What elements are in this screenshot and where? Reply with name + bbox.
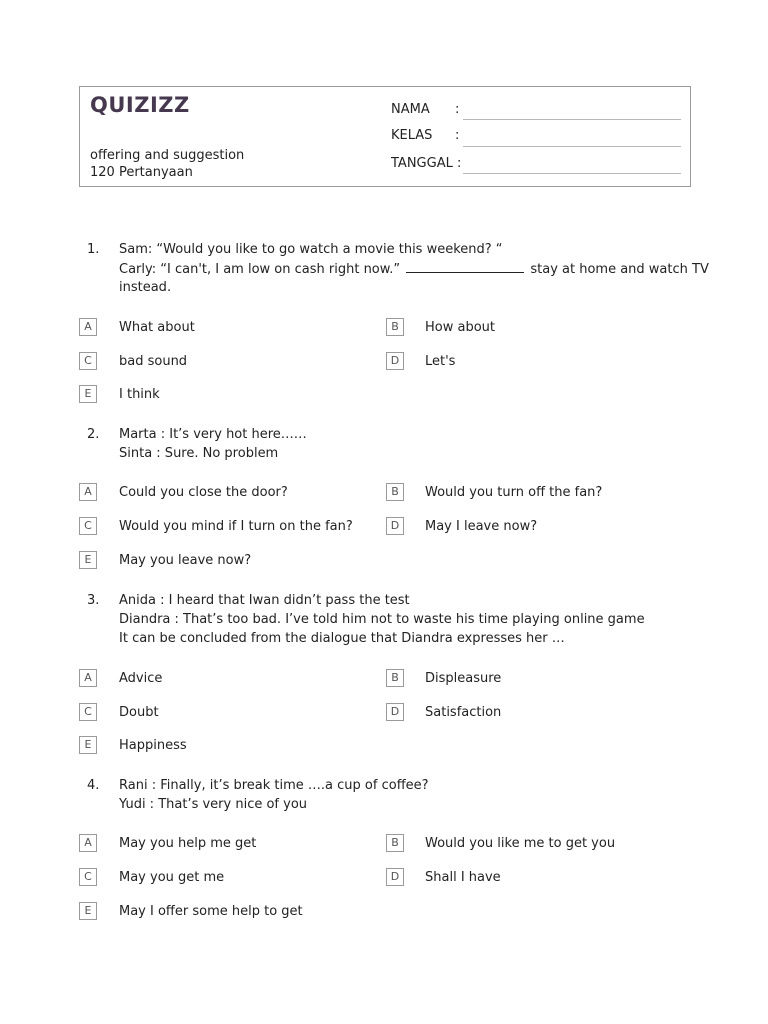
class-label: KELAS (391, 128, 433, 143)
name-label: NAMA (391, 102, 430, 117)
option-c-text: Doubt (119, 705, 159, 720)
option-b-text: Would you turn off the fan? (425, 485, 603, 500)
option-e-text: I think (119, 387, 160, 402)
option-b-text: Would you like me to get you (425, 836, 616, 851)
quizizz-logo: QUIZIZZ (90, 93, 190, 117)
question-number: 2. (87, 427, 100, 442)
name-field[interactable] (463, 119, 681, 120)
option-c-box[interactable]: C (79, 517, 97, 535)
option-e-text: May I offer some help to get (119, 904, 303, 919)
option-e-box[interactable]: E (79, 902, 97, 920)
option-d-box[interactable]: D (386, 352, 404, 370)
option-b-text: How about (425, 320, 496, 335)
question-text-line: Sam: “Would you like to go watch a movie this weekend? “ (119, 242, 503, 257)
quiz-title: offering and suggestion (90, 148, 245, 163)
option-c-text: bad sound (119, 354, 188, 369)
option-b-text: Displeasure (425, 671, 502, 686)
class-colon: : (455, 128, 460, 143)
option-c-box[interactable]: C (79, 352, 97, 370)
option-a-box[interactable]: A (79, 669, 97, 687)
option-d-text: Shall I have (425, 870, 501, 885)
name-colon: : (455, 102, 460, 117)
option-d-box[interactable]: D (386, 703, 404, 721)
option-e-box[interactable]: E (79, 385, 97, 403)
answer-blank (406, 261, 524, 273)
question-number: 3. (87, 593, 100, 608)
question-text-line: Anida : I heard that Iwan didn’t pass the test (119, 593, 410, 608)
question-text-line: instead. (119, 280, 172, 295)
option-c-box[interactable]: C (79, 703, 97, 721)
option-a-box[interactable]: A (79, 318, 97, 336)
worksheet-header (79, 86, 691, 187)
option-d-text: May I leave now? (425, 519, 538, 534)
option-e-box[interactable]: E (79, 551, 97, 569)
option-e-text: May you leave now? (119, 553, 252, 568)
option-b-box[interactable]: B (386, 834, 404, 852)
option-b-box[interactable]: B (386, 318, 404, 336)
question-text-segment: stay at home and watch TV (530, 262, 709, 277)
option-b-box[interactable]: B (386, 669, 404, 687)
option-b-box[interactable]: B (386, 483, 404, 501)
option-a-box[interactable]: A (79, 834, 97, 852)
question-number: 4. (87, 778, 100, 793)
question-text-segment: Carly: “I can't, I am low on cash right now.” (119, 262, 401, 277)
option-d-text: Satisfaction (425, 705, 502, 720)
option-d-box[interactable]: D (386, 868, 404, 886)
question-text-line: Diandra : That’s too bad. I’ve told him not to waste his time playing online game (119, 612, 645, 627)
question-text-line (119, 261, 709, 277)
question-text-line: It can be concluded from the dialogue that Diandra expresses her … (119, 631, 565, 646)
date-field[interactable] (463, 173, 681, 174)
question-text-line: Marta : It’s very hot here…… (119, 427, 307, 442)
option-e-text: Happiness (119, 738, 187, 753)
class-field[interactable] (463, 146, 681, 147)
option-c-box[interactable]: C (79, 868, 97, 886)
question-text-line: Sinta : Sure. No problem (119, 446, 279, 461)
option-c-text: Would you mind if I turn on the fan? (119, 519, 353, 534)
option-a-text: What about (119, 320, 195, 335)
question-number: 1. (87, 242, 100, 257)
question-text-line: Yudi : That’s very nice of you (119, 797, 308, 812)
option-c-text: May you get me (119, 870, 225, 885)
option-a-text: Could you close the door? (119, 485, 288, 500)
option-d-box[interactable]: D (386, 517, 404, 535)
date-label: TANGGAL : (391, 156, 462, 171)
question-text-line: Rani : Finally, it’s break time ….a cup of coffee? (119, 778, 429, 793)
question-count: 120 Pertanyaan (90, 165, 193, 180)
option-d-text: Let's (425, 354, 456, 369)
option-e-box[interactable]: E (79, 736, 97, 754)
option-a-text: Advice (119, 671, 163, 686)
option-a-text: May you help me get (119, 836, 257, 851)
option-a-box[interactable]: A (79, 483, 97, 501)
